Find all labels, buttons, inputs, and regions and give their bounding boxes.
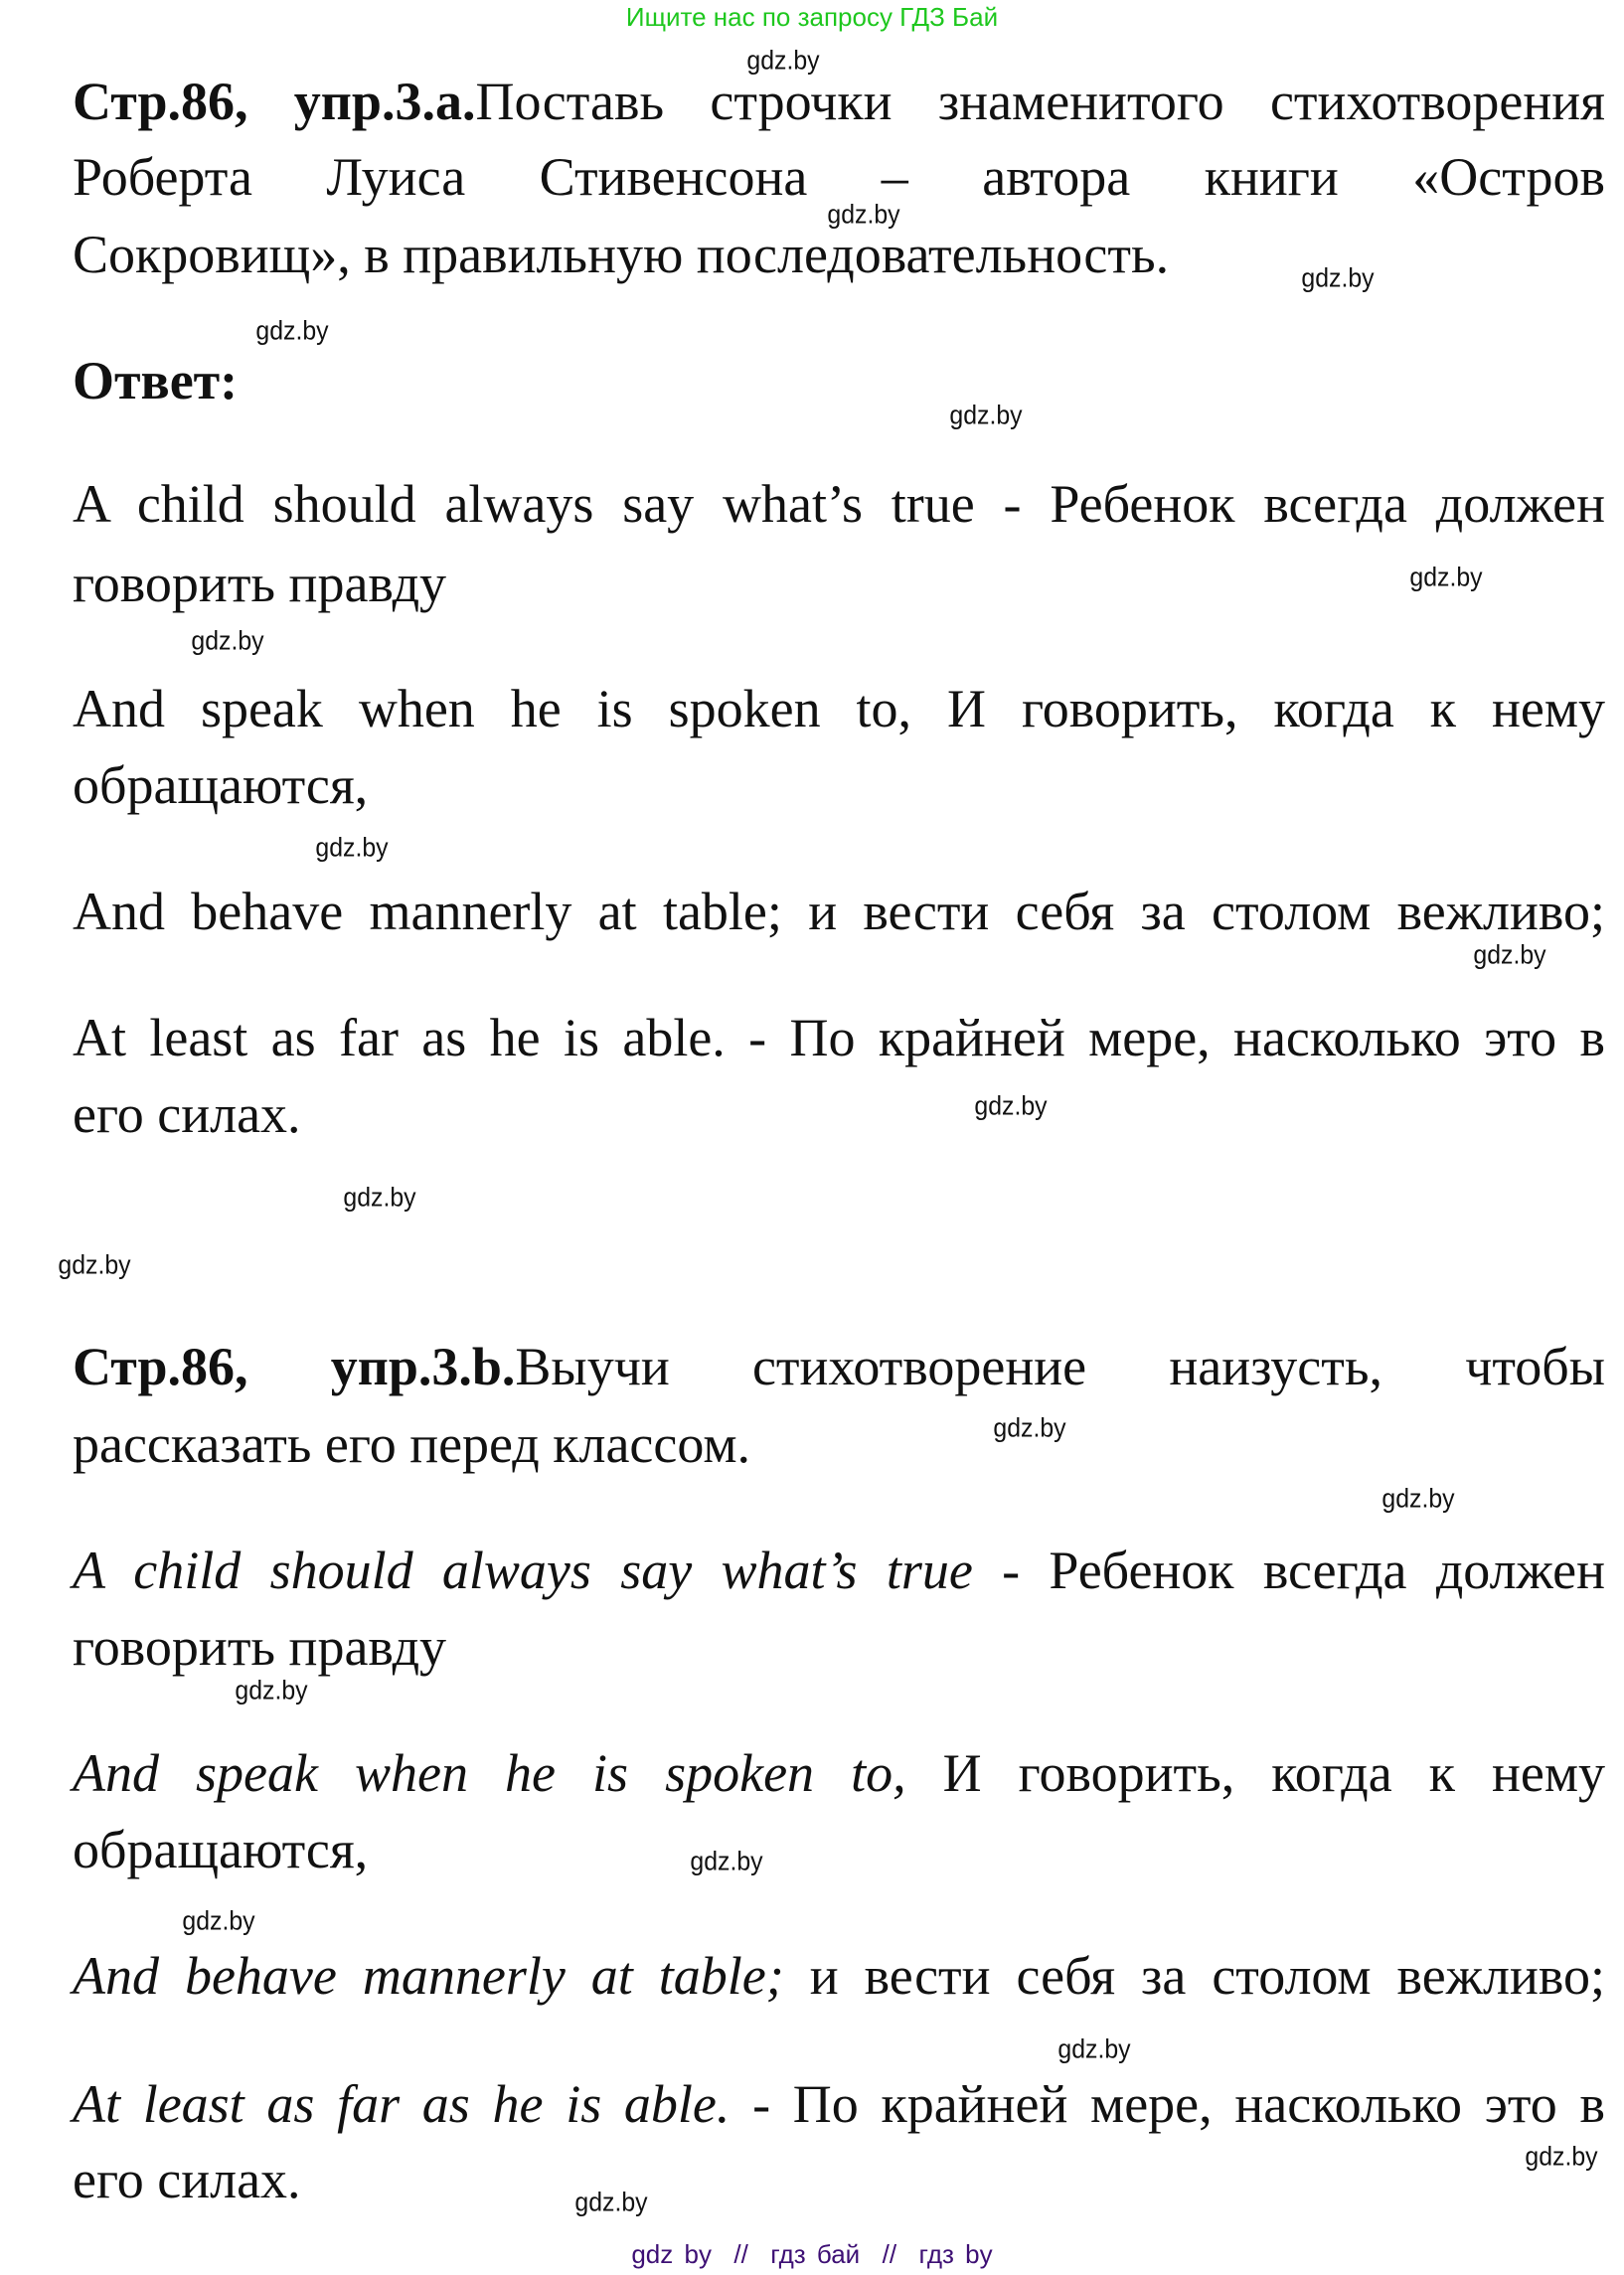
- answer-line-4: [73, 1008, 1605, 1067]
- exercise-b-instruction-2: рассказать его перед классом.: [73, 1414, 751, 1474]
- watermark: gdz.by: [235, 1675, 308, 1706]
- russian-text: По крайней мере, насколько это в: [792, 2074, 1605, 2134]
- separator: -: [974, 474, 1051, 534]
- watermark: gdz.by: [1381, 1483, 1455, 1514]
- russian-text: и вести себя за столом вежливо;: [809, 1946, 1605, 2006]
- watermark: gdz.by: [574, 2187, 648, 2217]
- watermark: gdz.by: [1057, 2033, 1131, 2064]
- english-text: A child should always say what’s true: [73, 474, 975, 534]
- exercise-a-heading: [73, 72, 1605, 131]
- watermark: gdz.by: [182, 1905, 255, 1936]
- exercise-a-instruction-3: Сокровищ», в правильную последовательность.: [73, 225, 1170, 284]
- answer-line-1-cont: говорить правду: [73, 554, 447, 613]
- exercise-a-instruction-2: Роберта Луиса Стивенсона – автора книги «Остров: [73, 147, 1605, 207]
- separator: -: [730, 2074, 793, 2134]
- answer-line-2: [73, 679, 1605, 738]
- separator: -: [725, 1008, 790, 1067]
- answer-line-3: [73, 882, 1605, 941]
- poem-line-4: [73, 2074, 1605, 2134]
- answer-label: Ответ:: [73, 351, 239, 410]
- watermark: gdz.by: [993, 1412, 1066, 1443]
- poem-line-3: [73, 1946, 1605, 2006]
- exercise-b-label: Стр.86, упр.3.b.: [73, 1337, 516, 1396]
- watermark: gdz.by: [315, 832, 389, 863]
- watermark: gdz.by: [974, 1090, 1048, 1121]
- watermark: gdz.by: [58, 1249, 131, 1280]
- exercise-a-instruction: Поставь строчки знаменитого стихотворения: [475, 72, 1605, 131]
- watermark: gdz.by: [343, 1182, 416, 1213]
- russian-text: По крайней мере, насколько это в: [789, 1008, 1606, 1067]
- exercise-a-label: Стр.86, упр.3.a.: [73, 72, 476, 131]
- separator: -: [972, 1541, 1050, 1600]
- english-text: And speak when he is spoken to,: [73, 679, 912, 738]
- poem-line-4-cont: его силах.: [73, 2150, 301, 2209]
- english-text: At least as far as he is able.: [73, 1008, 726, 1067]
- russian-text: Ребенок всегда должен: [1049, 1541, 1605, 1600]
- exercise-b-instruction: Выучи стихотворение наизусть, чтобы: [515, 1337, 1605, 1396]
- answer-line-1: [73, 474, 1605, 534]
- watermark: gdz.by: [746, 45, 820, 76]
- watermark: gdz.by: [1301, 262, 1375, 293]
- russian-text: Ребенок всегда должен: [1050, 474, 1605, 534]
- russian-text: И говорить, когда к нему: [942, 1743, 1606, 1803]
- exercise-b-heading: [73, 1337, 1605, 1396]
- footer-link-text[interactable]: gdz by // гдз бай // гдз by: [631, 2239, 993, 2269]
- watermark: gdz.by: [949, 400, 1023, 430]
- watermark: gdz.by: [1409, 562, 1483, 592]
- russian-text: И говорить, когда к нему: [947, 679, 1605, 738]
- answer-line-4-cont: его силах.: [73, 1084, 301, 1144]
- russian-text: и вести себя за столом вежливо;: [808, 882, 1606, 941]
- poem-line-2: [73, 1743, 1605, 1803]
- search-banner: Ищите нас по запросу ГДЗ Бай: [625, 2, 999, 32]
- english-text: And behave mannerly at table;: [73, 882, 782, 941]
- english-text: And speak when he is spoken to,: [73, 1743, 906, 1803]
- watermark: gdz.by: [1525, 2141, 1598, 2172]
- poem-line-2-cont: обращаются,: [73, 1820, 369, 1879]
- watermark: gdz.by: [255, 315, 329, 346]
- english-text: A child should always say what’s true: [73, 1541, 973, 1600]
- english-text: And behave mannerly at table;: [73, 1946, 784, 2006]
- footer-links: [0, 2239, 1624, 2270]
- watermark: gdz.by: [1473, 939, 1546, 970]
- watermark: gdz.by: [690, 1846, 763, 1876]
- english-text: At least as far as he is able.: [73, 2074, 731, 2134]
- watermark: gdz.by: [191, 625, 264, 656]
- answer-line-2-cont: обращаются,: [73, 755, 369, 815]
- poem-line-1: [73, 1541, 1605, 1600]
- poem-line-1-cont: говорить правду: [73, 1617, 447, 1677]
- watermark: gdz.by: [827, 199, 900, 230]
